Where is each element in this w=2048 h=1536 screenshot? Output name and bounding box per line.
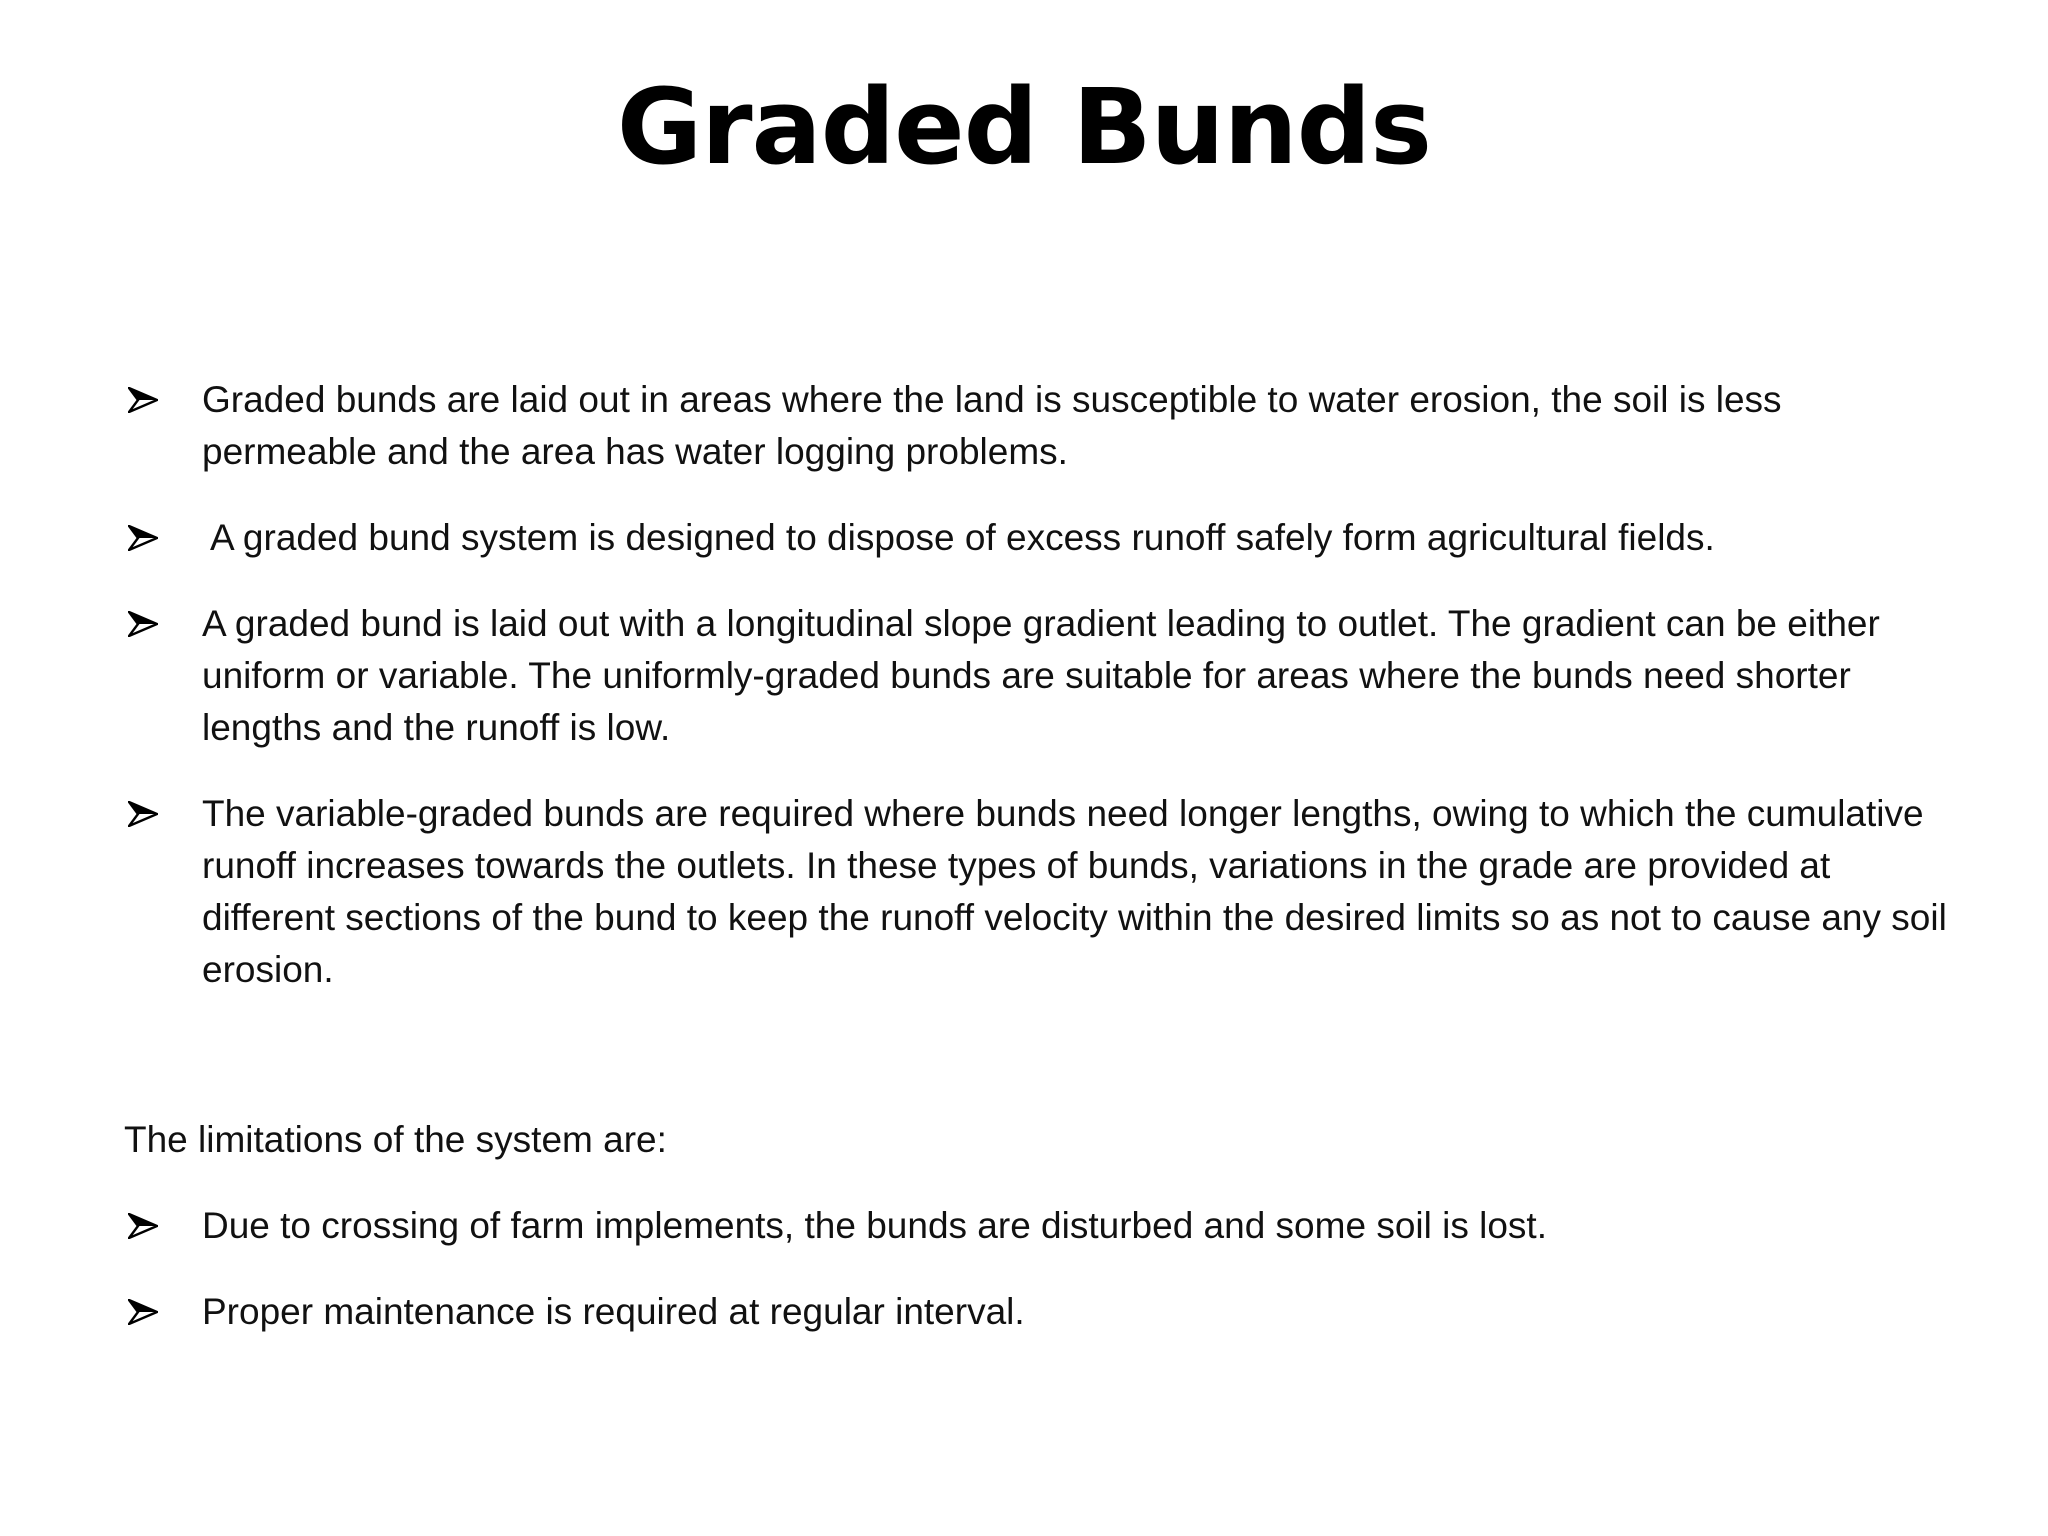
bullet-text: Graded bunds are laid out in areas where the land is susceptible to water erosion, the soil is less permeable and the area has water logging problems.: [202, 379, 1782, 472]
bullet-text: A graded bund system is designed to dispose of excess runoff safely form agricultural fields.: [210, 517, 1715, 558]
slide-title: Graded Bunds: [616, 66, 1432, 188]
arrowhead-bullet-icon: [124, 374, 164, 426]
bullet-text: The variable-graded bunds are required where bunds need longer lengths, owing to which the cumulative runoff increases towards the outlets. In these types of bunds, variations in the grade are provided at different sections of the bund to keep the runoff velocity within the desired limits so as not to cause any soil erosion.: [202, 793, 1947, 990]
bullet-text: A graded bund is laid out with a longitudinal slope gradient leading to outlet. The gradient can be either uniform or variable. The uniformly-graded bunds are suitable for areas where the bunds need shorter lengths and the runoff is low.: [202, 603, 1880, 748]
limitation-text: Due to crossing of farm implements, the bunds are disturbed and some soil is lost.: [202, 1205, 1547, 1246]
arrowhead-bullet-icon: [124, 598, 164, 650]
arrowhead-bullet-icon: [124, 512, 164, 564]
arrowhead-bullet-icon: [124, 1286, 164, 1338]
arrowhead-bullet-icon: [124, 788, 164, 840]
limitations-heading: The limitations of the system are:: [124, 1119, 667, 1160]
limitation-text: Proper maintenance is required at regular interval.: [202, 1291, 1025, 1332]
arrowhead-bullet-icon: [124, 1200, 164, 1252]
